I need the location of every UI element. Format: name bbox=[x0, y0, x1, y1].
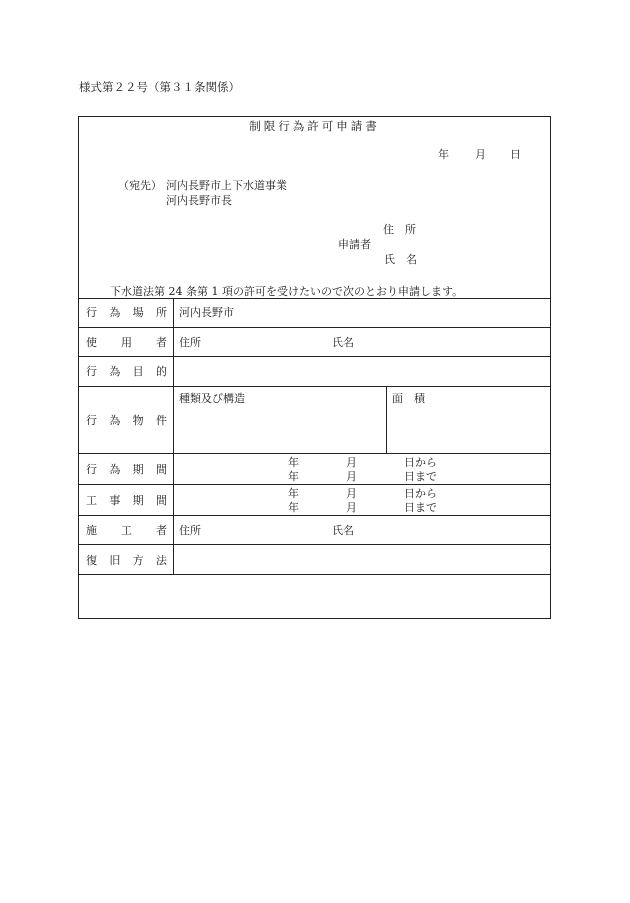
act-period-start-year: 年 bbox=[288, 456, 299, 469]
applicant-address-label: 住 所 bbox=[383, 223, 416, 236]
work-period-end-month: 月 bbox=[346, 501, 357, 514]
row-label-purpose bbox=[78, 366, 173, 377]
row-label-char: 目 bbox=[132, 365, 144, 378]
work-period-from-label: 日から bbox=[404, 487, 437, 500]
row-label-act-period bbox=[78, 464, 173, 475]
row-divider bbox=[78, 298, 551, 299]
row-label-char: 間 bbox=[155, 494, 167, 507]
row-divider bbox=[78, 327, 551, 328]
row-divider bbox=[78, 453, 551, 454]
object-area-label: 面 積 bbox=[392, 392, 425, 405]
row-label-char: 物 bbox=[132, 414, 144, 427]
row-label-char: 為 bbox=[109, 306, 121, 319]
row-label-char: 者 bbox=[156, 336, 167, 349]
addressee-line-1: 河内長野市上下水道事業 bbox=[166, 179, 287, 192]
act-period-start-month: 月 bbox=[346, 456, 357, 469]
area-column-divider bbox=[386, 386, 387, 453]
row-label-contractor bbox=[78, 525, 173, 536]
row-label-char: 工 bbox=[121, 524, 132, 537]
row-label-char: 方 bbox=[132, 554, 144, 567]
user-name-label: 氏名 bbox=[332, 336, 354, 349]
row-label-object bbox=[78, 415, 173, 426]
row-label-char: 為 bbox=[109, 365, 121, 378]
row-label-char: 的 bbox=[155, 365, 167, 378]
row-label-char: 施 bbox=[86, 524, 97, 537]
row-label-char: 行 bbox=[86, 463, 97, 476]
row-label-char: 期 bbox=[132, 494, 144, 507]
form-title: 制限行為許可申請書 bbox=[249, 119, 380, 133]
addressee-prefix: （宛先） bbox=[118, 179, 162, 192]
row-label-char: 行 bbox=[86, 306, 97, 319]
row-label-char: 使 bbox=[86, 336, 97, 349]
row-label-char: 復 bbox=[86, 554, 97, 567]
date-year-label: 年 bbox=[438, 148, 449, 161]
date-day-label: 日 bbox=[510, 148, 521, 161]
row-label-char: 行 bbox=[86, 365, 97, 378]
row-divider bbox=[78, 544, 551, 545]
contractor-name-label: 氏名 bbox=[332, 524, 354, 537]
row-label-char: 旧 bbox=[109, 554, 121, 567]
applicant-name-label: 氏 名 bbox=[384, 253, 417, 266]
label-column-divider bbox=[173, 298, 174, 574]
row-label-char: 法 bbox=[155, 554, 167, 567]
row-label-char: 所 bbox=[155, 306, 167, 319]
act-period-from-label: 日から bbox=[404, 456, 437, 469]
application-statement: 下水道法第 24 条第 1 項の許可を受けたいので次のとおり申請します。 bbox=[110, 285, 464, 298]
row-label-char: 者 bbox=[156, 524, 167, 537]
date-month-label: 月 bbox=[475, 148, 486, 161]
row-label-char: 件 bbox=[155, 414, 167, 427]
row-label-restoration bbox=[78, 555, 173, 566]
object-type-label: 種類及び構造 bbox=[179, 392, 245, 405]
row-label-char: 為 bbox=[109, 414, 121, 427]
row-label-char: 期 bbox=[132, 463, 144, 476]
row-divider bbox=[78, 574, 551, 575]
row-label-location bbox=[78, 307, 173, 318]
row-label-char: 間 bbox=[155, 463, 167, 476]
row-divider bbox=[78, 386, 551, 387]
act-period-to-label: 日まで bbox=[404, 470, 437, 483]
user-address-label: 住所 bbox=[179, 336, 201, 349]
work-period-start-year: 年 bbox=[288, 487, 299, 500]
form-number: 様式第２２号（第３１条関係） bbox=[79, 80, 240, 94]
work-period-start-month: 月 bbox=[346, 487, 357, 500]
row-label-work-period bbox=[78, 495, 173, 506]
row-divider bbox=[78, 484, 551, 485]
row-divider bbox=[78, 356, 551, 357]
row-label-user bbox=[78, 337, 173, 348]
row-label-char: 事 bbox=[109, 494, 121, 507]
act-period-end-month: 月 bbox=[346, 470, 357, 483]
row-label-char: 行 bbox=[86, 414, 97, 427]
row-label-char: 工 bbox=[86, 494, 97, 507]
act-period-end-year: 年 bbox=[288, 470, 299, 483]
row-label-char: 用 bbox=[121, 336, 132, 349]
row-divider bbox=[78, 515, 551, 516]
work-period-end-year: 年 bbox=[288, 501, 299, 514]
location-value: 河内長野市 bbox=[179, 306, 234, 319]
contractor-address-label: 住所 bbox=[179, 524, 201, 537]
addressee-line-2: 河内長野市長 bbox=[166, 194, 232, 207]
work-period-to-label: 日まで bbox=[404, 501, 437, 514]
row-label-char: 場 bbox=[132, 306, 144, 319]
applicant-label: 申請者 bbox=[338, 238, 371, 251]
row-label-char: 為 bbox=[109, 463, 121, 476]
